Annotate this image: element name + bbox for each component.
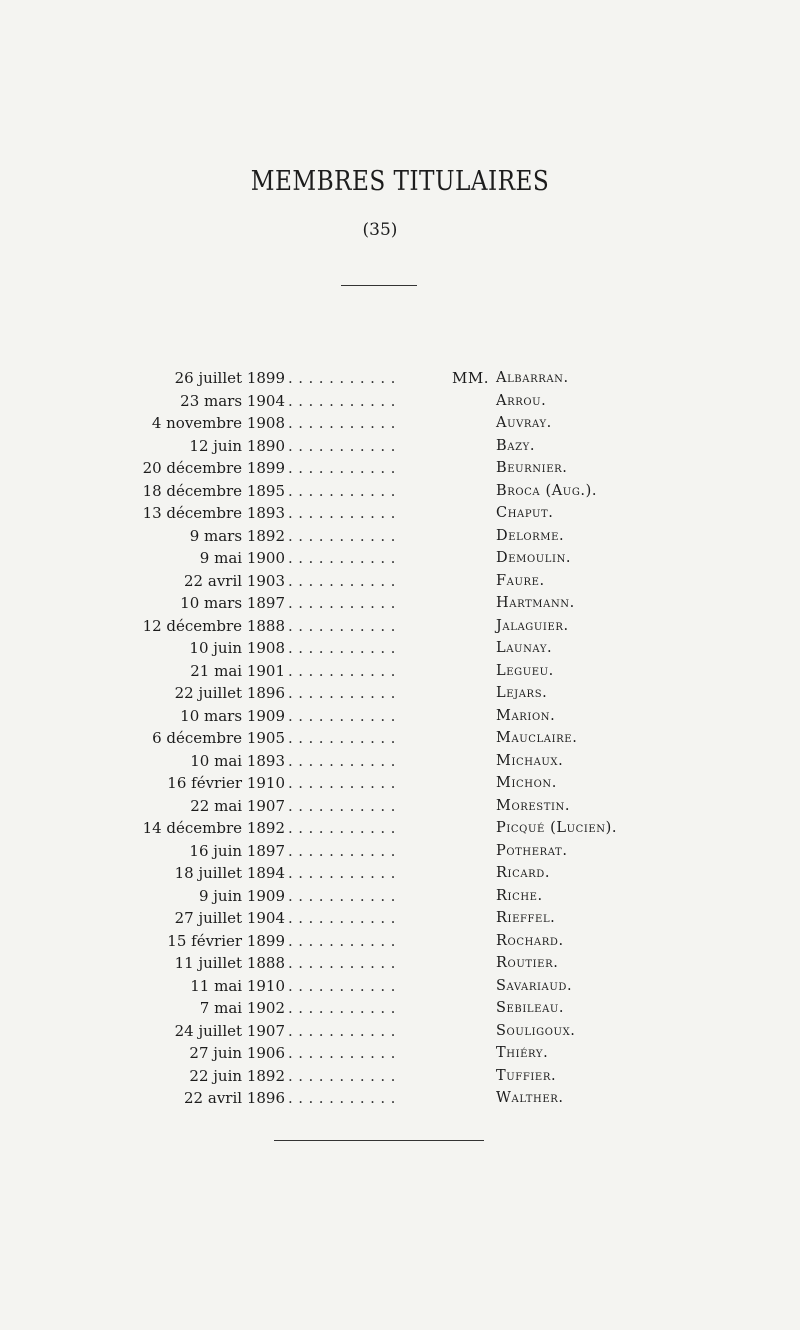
member-row <box>110 1042 670 1065</box>
member-count: (35) <box>362 220 398 240</box>
election-date: 12 juin 1890 <box>189 436 285 455</box>
member-row <box>110 772 670 795</box>
member-name: Michon. <box>496 775 557 791</box>
member-row <box>110 817 670 840</box>
election-date: 22 avril 1896 <box>184 1089 285 1107</box>
dot-leader: ........... <box>288 526 401 545</box>
election-date: 11 juillet 1888 <box>174 954 285 972</box>
election-date: 16 juin 1897 <box>189 841 285 860</box>
member-row <box>110 952 670 975</box>
member-name: Picqué (Lucien). <box>496 820 618 836</box>
member-row <box>110 390 670 413</box>
member-name: Faure. <box>496 572 545 589</box>
member-name: Routier. <box>496 955 559 971</box>
member-name: Hartmann. <box>496 595 575 611</box>
member-name: Rochard. <box>496 932 564 949</box>
member-name: Broca (Aug.). <box>496 482 598 499</box>
member-name: Sebileau. <box>496 1000 565 1016</box>
dot-leader: ........... <box>288 504 401 522</box>
member-row <box>110 1020 670 1043</box>
member-row <box>110 862 670 885</box>
election-date: 14 décembre 1892 <box>142 819 285 837</box>
election-date: 16 février 1910 <box>167 774 285 792</box>
dot-leader: ........... <box>288 706 401 725</box>
election-date: 26 juillet 1899 <box>174 369 285 387</box>
member-row <box>110 525 670 548</box>
member-name: Albarran. <box>496 370 569 386</box>
election-date: 24 juillet 1907 <box>174 1021 285 1040</box>
member-name: Savariaud. <box>496 977 573 994</box>
dot-leader: ........... <box>288 774 401 792</box>
election-date: 10 juin 1908 <box>189 639 285 657</box>
election-date: 10 mars 1897 <box>180 594 285 612</box>
dot-leader: ........... <box>288 661 401 680</box>
member-row <box>110 480 670 503</box>
member-row <box>110 997 670 1020</box>
member-name: Lejars. <box>496 685 548 701</box>
member-name: Ricard. <box>496 865 551 881</box>
member-name: Beurnier. <box>496 460 568 476</box>
member-row <box>110 795 670 818</box>
dot-leader: ........... <box>288 414 401 432</box>
member-name: Potherat. <box>496 842 568 859</box>
dot-leader: ........... <box>288 864 401 882</box>
dot-leader: ........... <box>288 841 401 860</box>
dot-leader: ........... <box>288 571 401 590</box>
member-name: Launay. <box>496 640 553 656</box>
election-date: 20 décembre 1899 <box>142 459 285 477</box>
election-date: 7 mai 1902 <box>199 999 285 1017</box>
member-roster <box>110 367 670 1110</box>
member-row <box>110 975 670 998</box>
member-row <box>110 637 670 660</box>
member-row <box>110 570 670 593</box>
divider-bottom <box>274 1140 484 1141</box>
member-name: Jalaguier. <box>496 617 569 634</box>
member-row <box>110 727 670 750</box>
election-date: 12 décembre 1888 <box>142 616 285 635</box>
member-row <box>110 840 670 863</box>
election-date: 4 novembre 1908 <box>151 414 285 432</box>
member-name: Morestin. <box>496 797 571 814</box>
election-date: 15 février 1899 <box>167 931 285 950</box>
member-row <box>110 367 670 390</box>
member-name: Thiéry. <box>496 1045 549 1061</box>
dot-leader: ........... <box>288 616 401 635</box>
dot-leader: ........... <box>288 976 401 995</box>
dot-leader: ........... <box>288 886 401 905</box>
election-date: 22 juillet 1896 <box>174 684 285 702</box>
member-row <box>110 412 670 435</box>
member-row <box>110 502 670 525</box>
page-title: MEMBRES TITULAIRES <box>250 166 550 197</box>
election-date: 27 juin 1906 <box>189 1044 285 1062</box>
election-date: 9 mai 1900 <box>199 549 285 567</box>
member-row <box>110 885 670 908</box>
honorific-prefix: MM. <box>452 369 489 387</box>
dot-leader: ........... <box>288 391 401 410</box>
member-name: Mauclaire. <box>496 730 578 746</box>
dot-leader: ........... <box>288 796 401 815</box>
member-row <box>110 1065 670 1088</box>
dot-leader: ........... <box>288 549 401 567</box>
dot-leader: ........... <box>288 999 401 1017</box>
election-date: 27 juillet 1904 <box>174 909 285 927</box>
dot-leader: ........... <box>288 1066 401 1085</box>
member-name: Rieffel. <box>496 910 556 926</box>
member-name: Bazy. <box>496 437 536 454</box>
member-row <box>110 592 670 615</box>
dot-leader: ........... <box>288 481 401 500</box>
election-date: 22 avril 1903 <box>184 571 285 590</box>
election-date: 21 mai 1901 <box>190 661 285 680</box>
dot-leader: ........... <box>288 594 401 612</box>
member-name: Walther. <box>496 1090 564 1106</box>
dot-leader: ........... <box>288 369 401 387</box>
dot-leader: ........... <box>288 1089 401 1107</box>
election-date: 18 décembre 1895 <box>142 481 285 500</box>
election-date: 23 mars 1904 <box>180 391 285 410</box>
member-row <box>110 682 670 705</box>
member-row <box>110 457 670 480</box>
election-date: 9 mars 1892 <box>189 526 285 545</box>
member-name: Riche. <box>496 887 543 904</box>
dot-leader: ........... <box>288 751 401 770</box>
member-name: Souligoux. <box>496 1022 576 1039</box>
dot-leader: ........... <box>288 954 401 972</box>
member-row <box>110 930 670 953</box>
dot-leader: ........... <box>288 1044 401 1062</box>
dot-leader: ........... <box>288 459 401 477</box>
election-date: 11 mai 1910 <box>190 976 285 995</box>
member-name: Tuffier. <box>496 1067 557 1084</box>
member-name: Legueu. <box>496 662 554 679</box>
member-name: Demoulin. <box>496 550 572 566</box>
dot-leader: ........... <box>288 729 401 747</box>
election-date: 18 juillet 1894 <box>174 864 285 882</box>
member-row <box>110 1087 670 1110</box>
election-date: 6 décembre 1905 <box>152 729 285 747</box>
member-name: Arrou. <box>496 392 547 409</box>
member-name: Marion. <box>496 707 556 724</box>
member-row <box>110 907 670 930</box>
member-name: Chaput. <box>496 505 554 521</box>
dot-leader: ........... <box>288 931 401 950</box>
dot-leader: ........... <box>288 639 401 657</box>
election-date: 10 mars 1909 <box>180 706 285 725</box>
member-row <box>110 750 670 773</box>
dot-leader: ........... <box>288 1021 401 1040</box>
election-date: 22 juin 1892 <box>189 1066 285 1085</box>
member-row <box>110 435 670 458</box>
member-row <box>110 547 670 570</box>
election-date: 9 juin 1909 <box>198 886 285 905</box>
election-date: 22 mai 1907 <box>190 796 285 815</box>
member-name: Michaux. <box>496 752 564 769</box>
election-date: 13 décembre 1893 <box>142 504 285 522</box>
member-name: Auvray. <box>496 415 552 431</box>
member-row <box>110 615 670 638</box>
member-row <box>110 660 670 683</box>
dot-leader: ........... <box>288 909 401 927</box>
divider-top <box>341 285 417 286</box>
member-row <box>110 705 670 728</box>
dot-leader: ........... <box>288 684 401 702</box>
member-name: Delorme. <box>496 527 565 544</box>
election-date: 10 mai 1893 <box>190 751 285 770</box>
dot-leader: ........... <box>288 819 401 837</box>
dot-leader: ........... <box>288 436 401 455</box>
